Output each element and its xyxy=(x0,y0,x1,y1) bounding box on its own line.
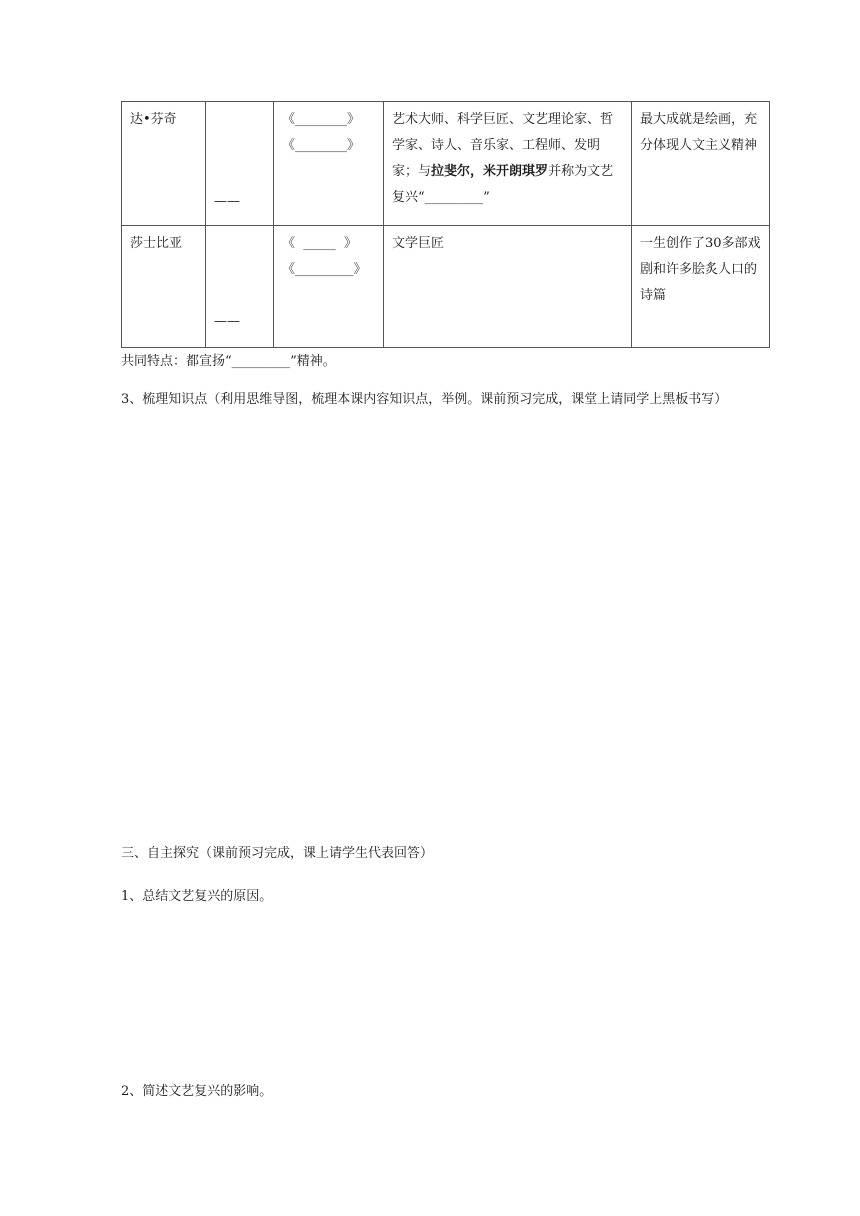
era-cell xyxy=(206,102,274,226)
artist-name: 莎士比亚 xyxy=(122,226,206,348)
achievement-cell: 最大成就是绘画，充分体现人文主义精神 xyxy=(632,102,770,226)
works-cell xyxy=(274,226,384,348)
work-blank: 《_________》 xyxy=(282,262,367,277)
michelangelo-name: 米开朗琪罗 xyxy=(483,164,549,179)
identity-comma: ， xyxy=(470,164,484,179)
work-blank: 《________》 xyxy=(282,112,361,127)
item-3-mindmap: 3、梳理知识点（利用思维导图，梳理本课内容知识点，举例。课前预习完成，课堂上请同学上黑板书写） xyxy=(121,392,728,407)
section-3-heading: 三、自主探究（课前预习完成，课上请学生代表回答） xyxy=(121,846,434,861)
raphael-name: 拉斐尔 xyxy=(431,164,471,179)
identity-text-end: 并称为文艺复兴“_________” xyxy=(392,164,614,205)
era-cell xyxy=(206,226,274,348)
era-blank: —— xyxy=(214,194,240,209)
identity-cell: 文学巨匠 xyxy=(384,226,632,348)
identity-cell xyxy=(384,102,632,226)
work-blank: 《 _____ 》 xyxy=(282,236,358,251)
work-blank: 《________》 xyxy=(282,138,361,153)
works-cell xyxy=(274,102,384,226)
table-row xyxy=(122,226,770,348)
achievement-cell: 一生创作了30多部戏剧和许多脍炙人口的诗篇 xyxy=(632,226,770,348)
era-blank: —— xyxy=(214,314,240,329)
identity-text: 艺术大师、科学巨匠、文艺理论家、哲学家、诗人、音乐家、工程师、发明家；与 xyxy=(392,112,614,179)
artists-table xyxy=(121,101,770,348)
table-row xyxy=(122,102,770,226)
question-1: 1、总结文艺复兴的原因。 xyxy=(121,889,273,904)
common-feature: 共同特点：都宣扬“_________”精神。 xyxy=(121,354,336,369)
question-2: 2、简述文艺复兴的影响。 xyxy=(121,1084,273,1099)
artist-name: 达•芬奇 xyxy=(122,102,206,226)
